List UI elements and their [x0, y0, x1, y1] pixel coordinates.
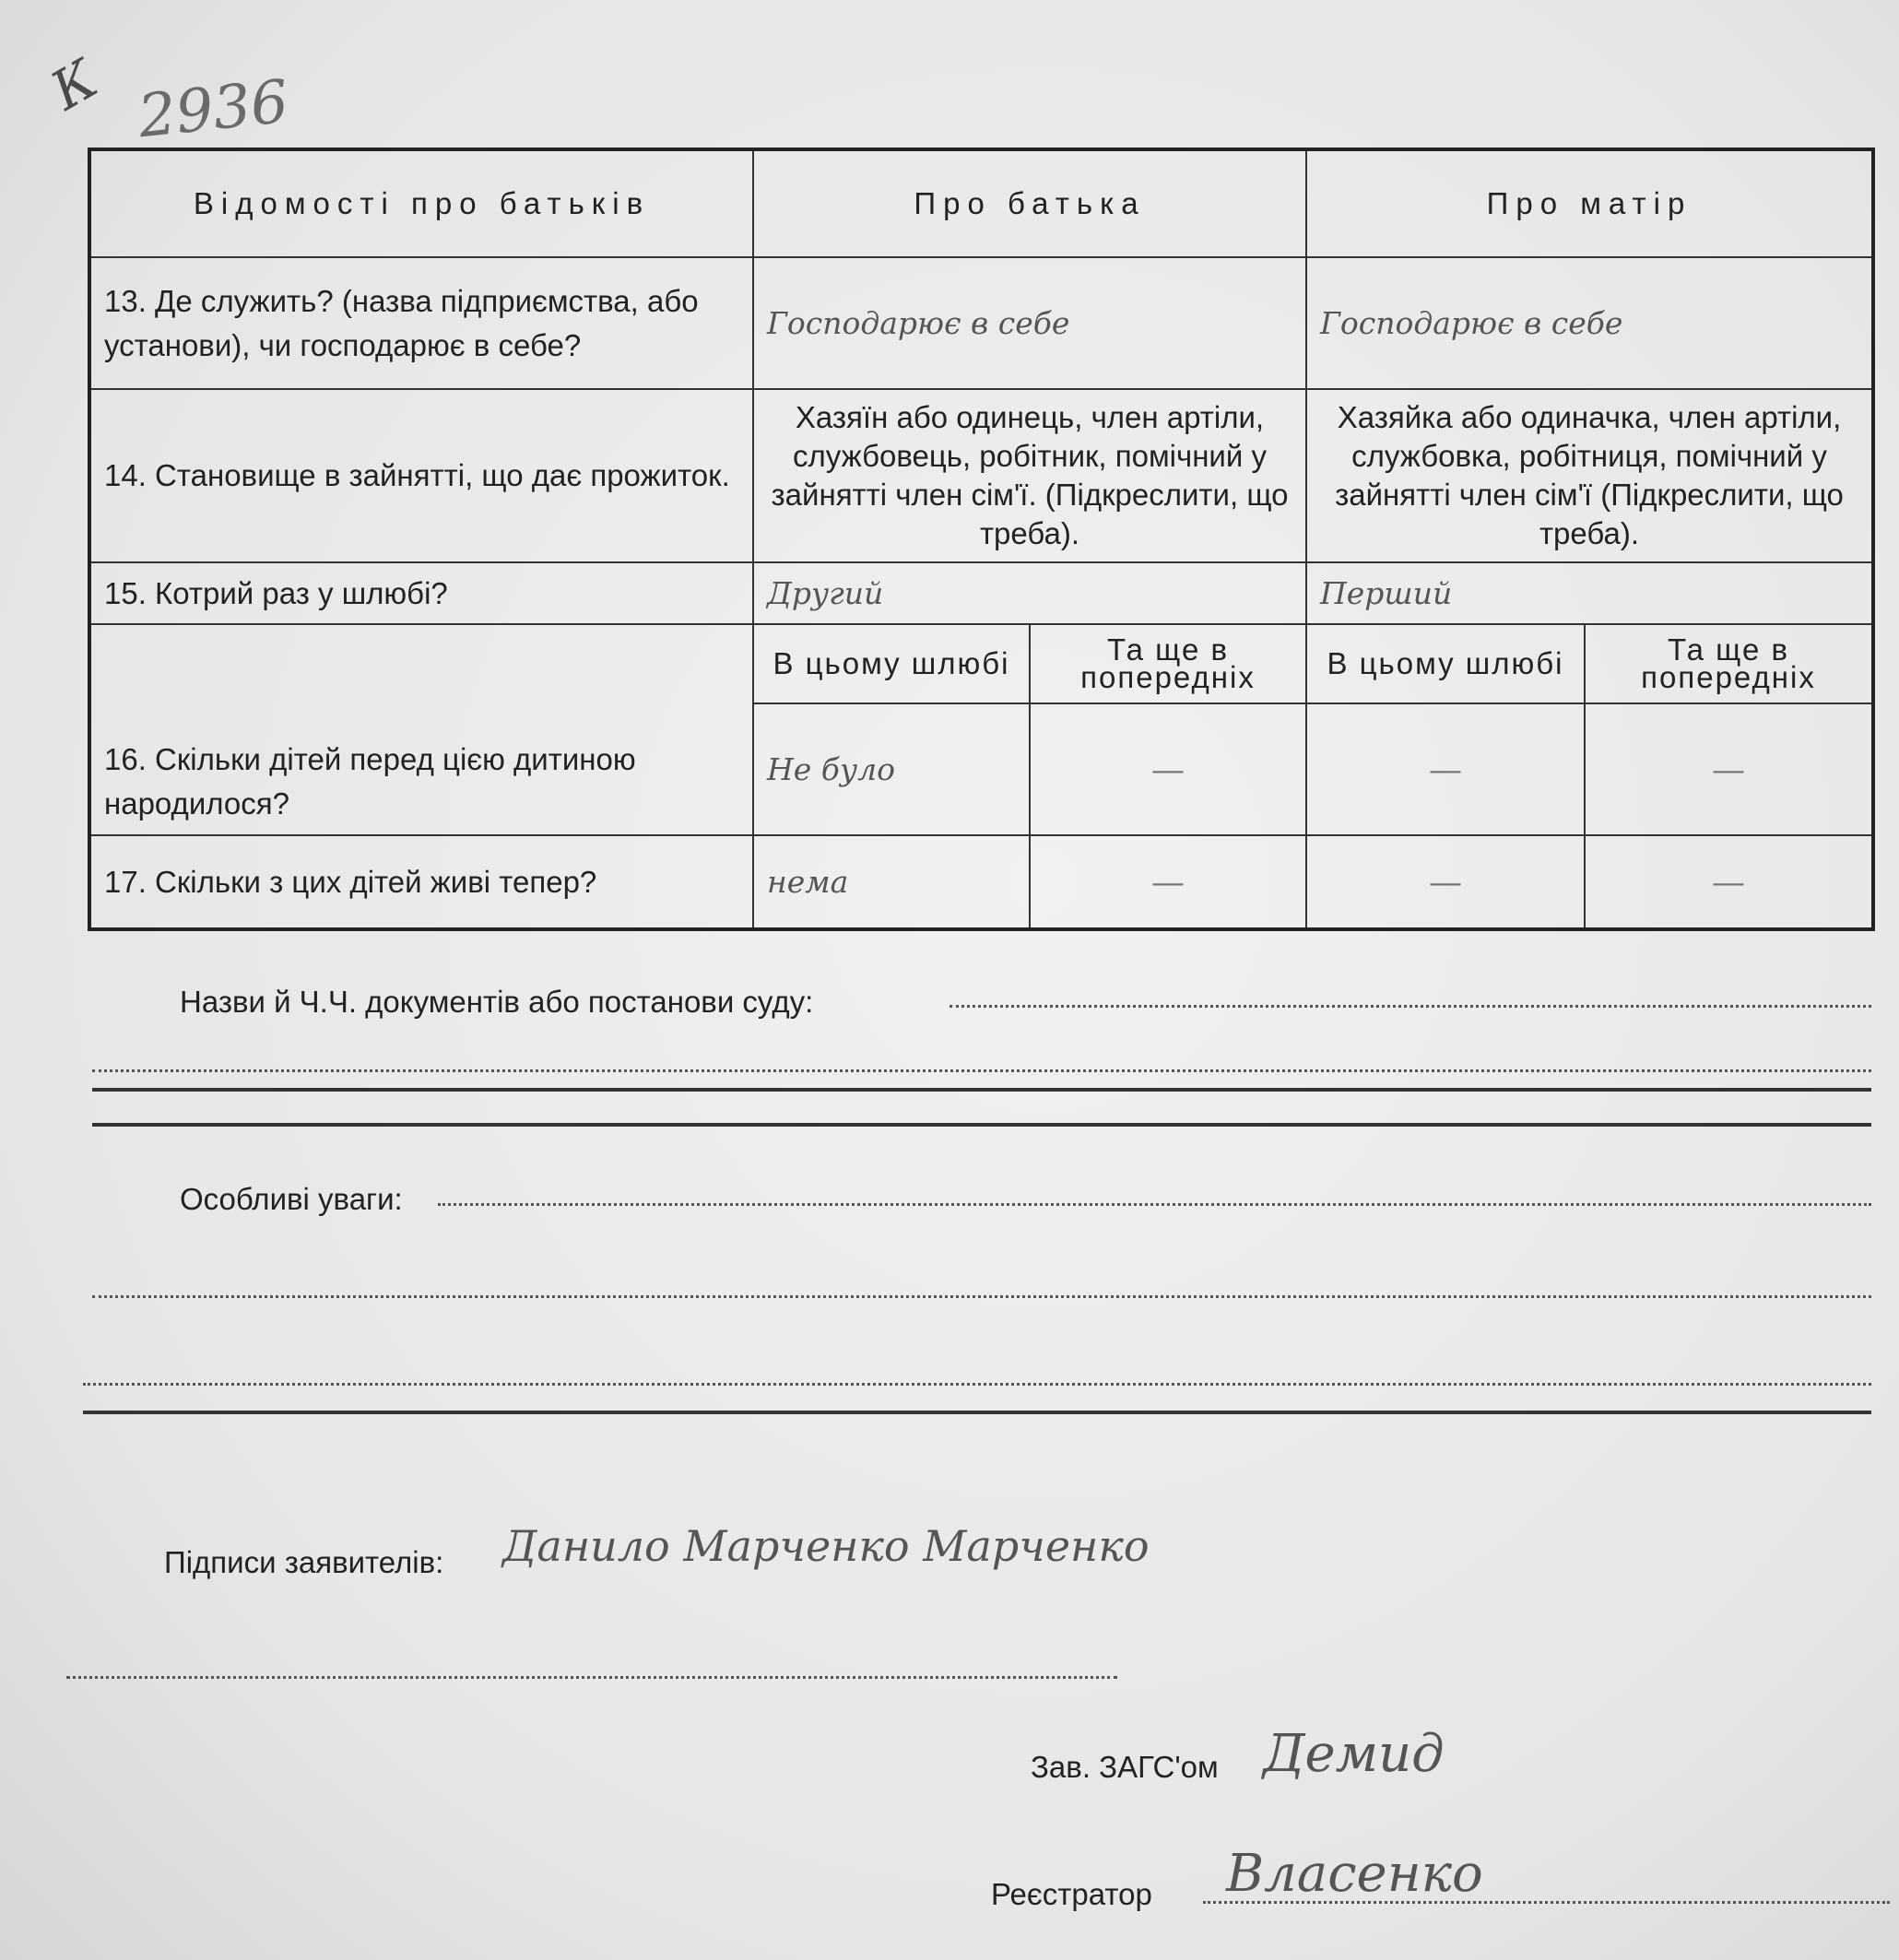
answer-17-father-this: нема [753, 835, 1030, 929]
signatures-line[interactable] [66, 1676, 1117, 1679]
question-13: 13. Де служить? (назва підприємства, або установи), чи господарює в себе? [89, 257, 753, 389]
answer-15-mother: Перший [1306, 562, 1873, 623]
documents-line-1[interactable] [950, 1005, 1871, 1008]
answer-17-mother-this: — [1306, 835, 1585, 929]
documents-label: Назви й Ч.Ч. документів або постанови суду: [180, 985, 814, 1019]
zags-head-label: Зав. ЗАГС'ом [1031, 1750, 1219, 1784]
question-16: 16. Скільки дітей перед цією дитиною народилося? [89, 624, 753, 835]
answer-17-mother-prev: — [1585, 835, 1873, 929]
zags-head-signature: Демид [1263, 1724, 1445, 1784]
answer-17-father-prev: — [1030, 835, 1306, 929]
sub-father-this: В цьому шлюбі [753, 624, 1030, 704]
sub-mother-this: В цьому шлюбі [1306, 624, 1585, 704]
answer-16-mother-this: — [1306, 703, 1585, 835]
documents-line-2[interactable] [92, 1069, 1871, 1072]
section-divider-3 [83, 1411, 1871, 1414]
applicants-signature: Данило Марченко Марченко [502, 1521, 1150, 1571]
options-14-father: Хазяїн або одинець, член артіли, службовець, робітник, помічний у зайнятті член сім'ї. (Підкреслити, що треба). [753, 389, 1306, 563]
notes-line-1[interactable] [438, 1203, 1871, 1206]
question-15: 15. Котрий раз у шлюбі? [89, 562, 753, 623]
notes-line-2[interactable] [92, 1295, 1871, 1298]
registrar-label: Реєстратор [991, 1877, 1152, 1911]
header-father: Про батька [753, 149, 1306, 257]
answer-15-father: Другий [753, 562, 1306, 623]
answer-13-mother: Господарює в себе [1306, 257, 1873, 389]
answer-16-father-prev: — [1030, 703, 1306, 835]
archive-number: 2936 [135, 67, 292, 152]
parents-info-table [88, 148, 1875, 931]
options-14-mother: Хазяйка або одиначка, член артіли, службовка, робітниця, помічний у зайнятті член сім'ї (Підкреслити, що треба). [1306, 389, 1873, 563]
header-mother: Про матір [1306, 149, 1873, 257]
section-divider-2 [92, 1123, 1871, 1127]
question-14: 14. Становище в зайнятті, що дає прожиток. [89, 389, 753, 563]
answer-16-father-this: Не було [753, 703, 1030, 835]
sub-mother-prev: Та ще в попередніх [1585, 624, 1873, 704]
answer-16-mother-prev: — [1585, 703, 1873, 835]
registrar-signature: Власенко [1226, 1844, 1483, 1904]
notes-label: Особливі уваги: [180, 1182, 403, 1216]
signatures-label: Підписи заявителів: [164, 1545, 444, 1579]
section-divider-1 [92, 1088, 1871, 1092]
answer-13-father: Господарює в себе [753, 257, 1306, 389]
question-17: 17. Скільки з цих дітей живі тепер? [89, 835, 753, 929]
sub-father-prev: Та ще в попередніх [1030, 624, 1306, 704]
header-parents-info: Відомості про батьків [89, 149, 753, 257]
corner-mark: К [41, 47, 108, 123]
notes-line-3[interactable] [83, 1383, 1871, 1386]
